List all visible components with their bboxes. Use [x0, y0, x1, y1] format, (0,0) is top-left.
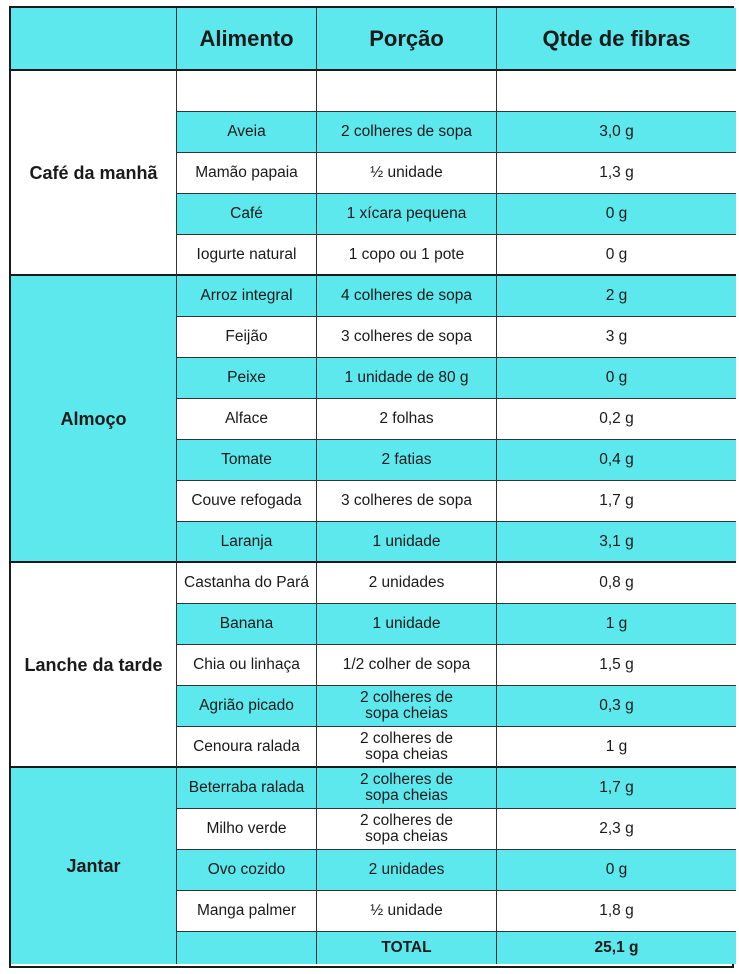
fiber-laranja: 3,1 g — [496, 522, 736, 563]
fiber-milho: 2,3 g — [496, 809, 736, 850]
header-blank — [11, 8, 176, 71]
portion-line: 2 colheres de — [359, 771, 454, 788]
portion-aveia: 2 colheres de sopa — [316, 112, 496, 153]
fiber-ovo: 0 g — [496, 850, 736, 891]
fiber-banana: 1 g — [496, 604, 736, 645]
portion-tomate: 2 fatias — [316, 440, 496, 481]
blank-cell — [496, 71, 736, 112]
food-cafe: Café — [176, 194, 316, 235]
portion-line: sopa cheias — [365, 828, 448, 845]
food-feijao: Feijão — [176, 317, 316, 358]
portion-cenoura — [316, 727, 496, 768]
food-beterraba: Beterraba ralada — [176, 768, 316, 809]
fiber-chia: 1,5 g — [496, 645, 736, 686]
blank-cell — [316, 71, 496, 112]
meal-lanche-da-tarde: Lanche da tarde — [11, 563, 176, 768]
food-chia: Chia ou linhaça — [176, 645, 316, 686]
total-value: 25,1 g — [496, 932, 736, 964]
fiber-table — [9, 6, 734, 968]
fiber-aveia: 3,0 g — [496, 112, 736, 153]
portion-alface: 2 folhas — [316, 399, 496, 440]
total-label: TOTAL — [316, 932, 496, 964]
fiber-alface: 0,2 g — [496, 399, 736, 440]
portion-beterraba — [316, 768, 496, 809]
portion-agriao — [316, 686, 496, 727]
food-mamao: Mamão papaia — [176, 153, 316, 194]
food-arroz: Arroz integral — [176, 276, 316, 317]
portion-line: 2 colheres de — [359, 689, 454, 706]
portion-arroz: 4 colheres de sopa — [316, 276, 496, 317]
meal-almoco: Almoço — [11, 276, 176, 563]
portion-line: 2 colheres de — [359, 812, 454, 829]
food-agriao: Agrião picado — [176, 686, 316, 727]
portion-couve: 3 colheres de sopa — [316, 481, 496, 522]
food-laranja: Laranja — [176, 522, 316, 563]
header-alimento: Alimento — [176, 8, 316, 71]
fiber-castanha: 0,8 g — [496, 563, 736, 604]
total-blank — [176, 932, 316, 964]
fiber-couve: 1,7 g — [496, 481, 736, 522]
fiber-peixe: 0 g — [496, 358, 736, 399]
fiber-iogurte: 0 g — [496, 235, 736, 276]
food-cenoura: Cenoura ralada — [176, 727, 316, 768]
portion-castanha: 2 unidades — [316, 563, 496, 604]
portion-ovo: 2 unidades — [316, 850, 496, 891]
header-fibras: Qtde de fibras — [496, 8, 736, 71]
fiber-tomate: 0,4 g — [496, 440, 736, 481]
fiber-cafe: 0 g — [496, 194, 736, 235]
food-peixe: Peixe — [176, 358, 316, 399]
meal-jantar: Jantar — [11, 768, 176, 964]
food-milho: Milho verde — [176, 809, 316, 850]
portion-cafe: 1 xícara pequena — [316, 194, 496, 235]
fiber-feijao: 3 g — [496, 317, 736, 358]
food-ovo: Ovo cozido — [176, 850, 316, 891]
food-manga: Manga palmer — [176, 891, 316, 932]
fiber-manga: 1,8 g — [496, 891, 736, 932]
food-tomate: Tomate — [176, 440, 316, 481]
portion-line: 2 colheres de — [359, 729, 454, 747]
portion-milho — [316, 809, 496, 850]
portion-line: sopa cheias — [365, 745, 448, 763]
fiber-arroz: 2 g — [496, 276, 736, 317]
fiber-beterraba: 1,7 g — [496, 768, 736, 809]
portion-laranja: 1 unidade — [316, 522, 496, 563]
blank-cell — [176, 71, 316, 112]
food-alface: Alface — [176, 399, 316, 440]
portion-feijao: 3 colheres de sopa — [316, 317, 496, 358]
portion-manga: ½ unidade — [316, 891, 496, 932]
fiber-mamao: 1,3 g — [496, 153, 736, 194]
portion-banana: 1 unidade — [316, 604, 496, 645]
portion-line: sopa cheias — [365, 705, 448, 722]
meal-cafe-da-manha: Café da manhã — [11, 71, 176, 276]
food-banana: Banana — [176, 604, 316, 645]
food-couve: Couve refogada — [176, 481, 316, 522]
portion-line: sopa cheias — [365, 787, 448, 804]
food-aveia: Aveia — [176, 112, 316, 153]
portion-mamao: ½ unidade — [316, 153, 496, 194]
portion-chia: 1/2 colher de sopa — [316, 645, 496, 686]
fiber-cenoura: 1 g — [496, 727, 736, 768]
food-castanha: Castanha do Pará — [176, 563, 316, 604]
portion-iogurte: 1 copo ou 1 pote — [316, 235, 496, 276]
portion-peixe: 1 unidade de 80 g — [316, 358, 496, 399]
fiber-agriao: 0,3 g — [496, 686, 736, 727]
food-iogurte: Iogurte natural — [176, 235, 316, 276]
header-porcao: Porção — [316, 8, 496, 71]
